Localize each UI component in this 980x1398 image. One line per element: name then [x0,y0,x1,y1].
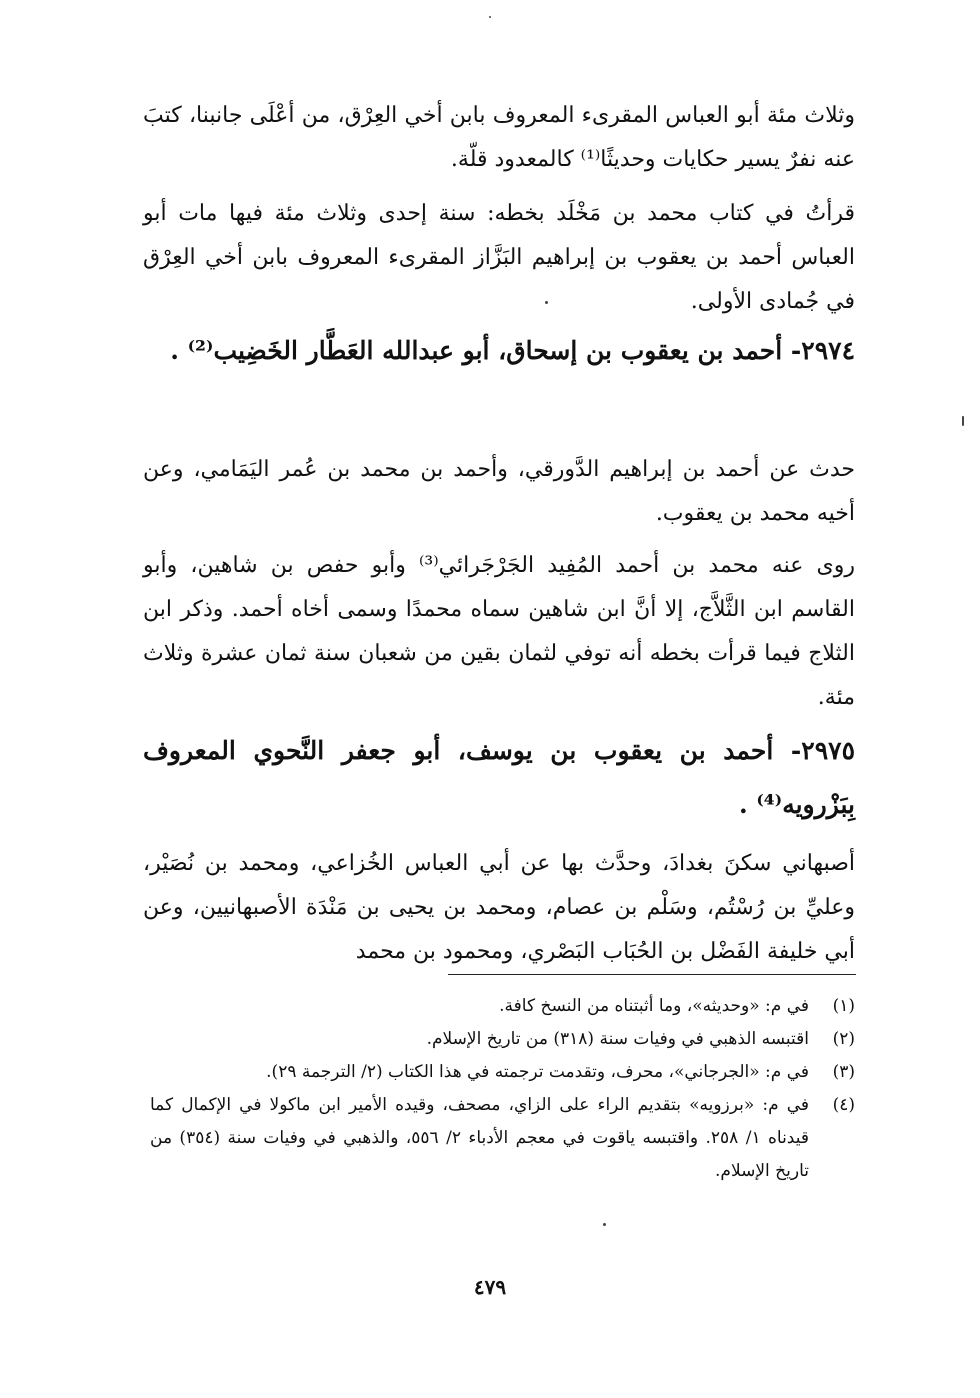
footnote-number: (٢) [832,1029,855,1049]
entry-heading-2974 [143,324,855,378]
footnote-text: اقتبسه الذهبي في وفيات سنة (٣١٨) من تاريخ الإسلام. [426,1029,809,1049]
footnote-1 [150,990,855,1023]
footnote-4 [150,1089,855,1188]
entry-heading-2975 [143,724,855,832]
footnote-3 [150,1056,855,1089]
paragraph-4: روى عنه محمد بن أحمد المُفِيد الجَرْجَرائي⁽³⁾ وأبو حفص بن شاهين، وأبو القاسم ابن الثَّلاَّج، إلا أنَّ ابن شاهين سماه محمدًا وسمى أخاه أحمد. وذكر ابن الثلاج فيما قرأت بخطه أنه توفي لثمان بقين من شعبان سنة ثمان عشرة وثلاث مئة. [143,553,856,710]
paragraph-2: قرأتُ في كتاب محمد بن مَخْلَد بخطه: سنة إحدى وثلاث مئة فيها مات أبو العباس أحمد بن يعقوب بن إبراهيم البَزَّاز المقرىء المعروف بابن أخي العِرْق في جُمادى الأولى. [143,201,855,314]
scan-speck [545,301,548,304]
footnote-number: (٣) [832,1062,855,1082]
footnote-number: (٤) [832,1095,855,1115]
body-text-entry-2974 [143,448,855,720]
body-text-entry-2975 [143,842,855,974]
paragraph-1: وثلاث مئة أبو العباس المقرىء المعروف بابن أخي العِرْق، من أعْلَى جانبنا، كتبَ عنه نفرٌ يسير حكايات وحديثًا⁽¹⁾ كالمعدود قلّة. [143,103,855,172]
entry-title-2974: ٢٩٧٤- أحمد بن يعقوب بن إسحاق، أبو عبدالله العَطَّار الخَضِيب⁽²⁾ . [170,336,855,365]
entry-title-2975: ٢٩٧٥- أحمد بن يعقوب بن يوسف، أبو جعفر النَّحوي المعروف بِبَزْرويه⁽⁴⁾ . [143,736,855,819]
page-number: ٤٧٩ [473,1275,507,1299]
footnote-2 [150,1023,855,1056]
footnote-text: في م: «الجرجاني»، محرف، وتقدمت ترجمته في هذا الكتاب (٢/ الترجمة ٢٩). [266,1062,809,1082]
footnote-number: (١) [832,996,855,1016]
footnotes [150,990,855,1188]
footnote-separator [448,974,856,975]
scan-speck [962,416,964,426]
scan-speck [489,16,491,18]
footnote-text: في م: «برزويه» بتقديم الراء على الزاي، مصحف، وقيده الأمير ابن ماكولا في الإكمال كما قيدناه ١/ ٢٥٨. واقتبسه ياقوت في معجم الأدباء ٢/ ٥٥٦، والذهبي في وفيات سنة (٣٥٤) من تاريخ الإسلام. [150,1095,809,1181]
paragraph-5: أصبهاني سكنَ بغدادَ، وحدَّث بها عن أبي العباس الخُزاعي، ومحمد بن نُصَيْر، وعليِّ بن رُسْتُم، وسَلْم بن عصام، ومحمد بن يحيى بن مَنْدَة الأصبهانيين، وعن أبي خليفة الفَضْل بن الحُبَاب البَصْري، ومحمود بن محمد [143,851,855,964]
footnote-text: في م: «وحديثه»، وما أثبتناه من النسخ كافة. [499,996,809,1016]
paragraph-3: حدث عن أحمد بن إبراهيم الدَّورقي، وأحمد بن محمد بن عُمر اليَمَامي، وعن أخيه محمد بن يعقوب. [143,457,855,526]
scan-speck [603,1223,606,1226]
body-text-top [143,94,855,324]
